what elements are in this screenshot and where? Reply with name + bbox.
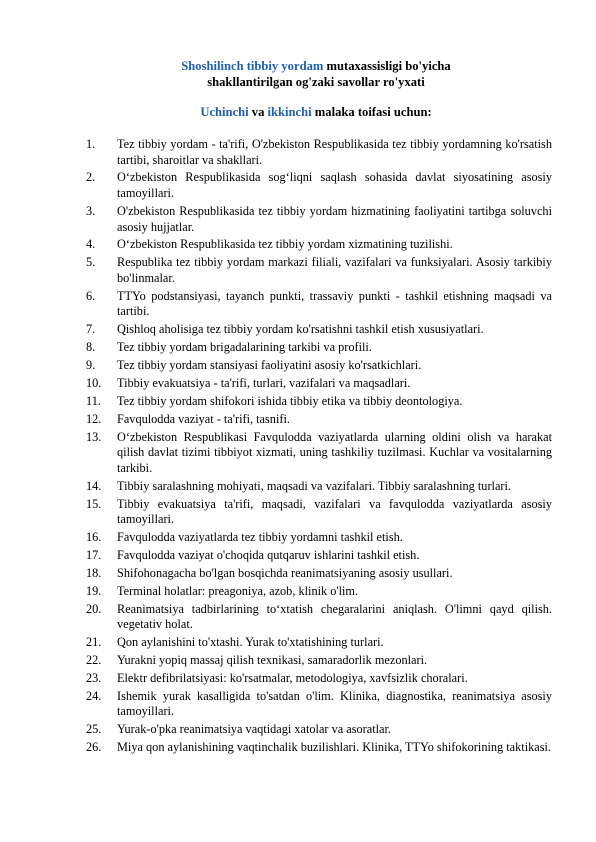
question-text: TTYo podstansiyasi, tayanch punkti, trassaviy punkti - tashkil etishning maqsadi va tartibi.: [117, 288, 552, 319]
question-number: 17.: [86, 548, 102, 562]
question-list: [86, 137, 552, 756]
question-item: [86, 322, 552, 338]
document-title: [80, 58, 552, 74]
question-item: [86, 635, 552, 651]
question-item: [86, 255, 552, 286]
question-number: 25.: [86, 722, 102, 737]
question-number: 10.: [86, 375, 102, 390]
question-text: O‘zbekiston Respublikasi Favqulodda vaziyatlarda ularning oldini olish va harakat qilish davlat tizimi tibbiyot xizmati, uning tashkiliy tuzilmasi. Kuchlar va vositalarning tarkibi.: [117, 429, 552, 475]
question-item: [86, 430, 552, 477]
subtitle-connector: va: [248, 105, 268, 119]
subtitle-highlight-2: ikkinchi: [267, 105, 312, 119]
question-text: Elektr defibrilatsiyasi: ko'rsatmalar, metodologiya, xavfsizlik choralari.: [117, 670, 468, 685]
question-number: 4.: [86, 237, 96, 252]
question-item: [86, 584, 552, 600]
question-item: [86, 394, 552, 410]
question-item: [86, 289, 552, 320]
question-item: [86, 358, 552, 374]
question-item: [86, 340, 552, 356]
question-number: 22.: [86, 653, 102, 668]
question-item: [86, 671, 552, 687]
question-item: [86, 137, 552, 168]
question-item: [86, 602, 552, 633]
question-number: 16.: [86, 530, 102, 545]
document-title-line2: shakllantirilgan og'zaki savollar ro'yxati: [207, 75, 425, 89]
question-number: 9.: [86, 358, 96, 373]
question-number: 20.: [86, 601, 102, 616]
document-subtitle: [80, 104, 552, 120]
question-text: Tez tibbiy yordam stansiyasi faoliyatini asosiy ko'rsatkichlari.: [117, 358, 422, 373]
question-number: 2.: [86, 170, 96, 185]
question-text: O‘zbekiston Respublikasida tez tibbiy yordam xizmatining tuzilishi.: [117, 237, 453, 252]
question-item: [86, 237, 552, 253]
question-text: Tez tibbiy yordam shifokori ishida tibbiy etika va tibbiy deontologiya.: [117, 393, 463, 408]
question-number: 8.: [86, 340, 96, 355]
question-number: 14.: [86, 478, 102, 493]
question-item: [86, 653, 552, 669]
question-item: [86, 740, 552, 756]
question-item: [86, 204, 552, 235]
question-text: O‘zbekiston Respublikasida sog‘liqni saqlash sohasida davlat siyosatining asosiy tamoyillari.: [117, 170, 552, 201]
question-number: 5.: [86, 255, 96, 270]
question-item: [86, 689, 552, 720]
question-text: Tez tibbiy yordam brigadalarining tarkibi va profili.: [117, 340, 372, 355]
question-item: [86, 722, 552, 738]
question-text: Tez tibbiy yordam - ta'rifi, O'zbekiston Respublikasida tez tibbiy yordamning ko'rsatish tartibi, sharoitlar va shakllari.: [117, 137, 552, 167]
title-highlight: Shoshilinch tibbiy yordam: [181, 59, 324, 73]
question-text: Respublika tez tibbiy yordam markazi filiali, vazifalari va funksiyalari. Asosiy tarkibiy bo'linmalar.: [117, 255, 552, 285]
question-item: [86, 530, 552, 546]
question-text: Tibbiy evakuatsiya ta'rifi, maqsadi, vazifalari va favqulodda vaziyatlarda asosiy tamoyillari.: [117, 496, 552, 527]
question-text: Favqulodda vaziyat - ta'rifi, tasnifi.: [117, 411, 290, 426]
question-text: Shifohonagacha bo'lgan bosqichda reanimatsiyaning asosiy usullari.: [117, 565, 453, 580]
question-text: Yurakni yopiq massaj qilish texnikasi, samaradorlik mezonlari.: [117, 653, 428, 668]
question-number: 6.: [86, 288, 96, 303]
question-text: Tibbiy evakuatsiya - ta'rifi, turlari, vazifalari va maqsadlari.: [117, 375, 411, 390]
question-item: [86, 479, 552, 495]
question-number: 11.: [86, 393, 101, 408]
question-item: [86, 376, 552, 392]
question-text: Favqulodda vaziyatlarda tez tibbiy yordamni tashkil etish.: [117, 530, 403, 545]
question-text: Qishloq aholisiga tez tibbiy yordam ko'rsatishni tashkil etish xususiyatlari.: [117, 322, 484, 337]
question-text: Miya qon aylanishining vaqtinchalik buzilishlari. Klinika, TTYo shifokorining taktikasi.: [117, 740, 551, 755]
question-item: [86, 548, 552, 564]
subtitle-rest: malaka toifasi uchun:: [311, 105, 432, 119]
question-number: 26.: [86, 740, 102, 755]
question-number: 12.: [86, 411, 102, 426]
question-number: 3.: [86, 203, 96, 218]
question-text: Ishemik yurak kasalligida to'satdan o'lim. Klinika, diagnostika, reanimatsiya asosiy tamoyillari.: [117, 688, 552, 719]
question-text: Terminal holatlar: preagoniya, azob, klinik o'lim.: [117, 583, 359, 598]
question-text: Tibbiy saralashning mohiyati, maqsadi va vazifalari. Tibbiy saralashning turlari.: [117, 478, 512, 493]
question-item: [86, 566, 552, 582]
question-text: Reanimatsiya tadbirlarining to‘xtatish chegaralarini aniqlash. O'limni qayd qilish. vegetativ holat.: [117, 601, 552, 632]
question-number: 15.: [86, 496, 102, 511]
question-number: 13.: [86, 429, 102, 444]
question-number: 18.: [86, 565, 102, 580]
question-item: [86, 170, 552, 201]
question-text: O'zbekiston Respublikasida tez tibbiy yordam hizmatining faoliyatini tartibga soluvchi asosiy hujjatlar.: [117, 203, 552, 234]
question-number: 7.: [86, 322, 96, 337]
question-item: [86, 497, 552, 528]
question-number: 19.: [86, 583, 102, 598]
question-text: Favqulodda vaziyat o'choqida qutqaruv ishlarini tashkil etish.: [117, 548, 420, 562]
subtitle-highlight-1: Uchinchi: [200, 105, 249, 119]
question-text: Yurak-o'pka reanimatsiya vaqtidagi xatolar va asoratlar.: [117, 722, 392, 737]
question-number: 21.: [86, 635, 102, 650]
question-number: 24.: [86, 688, 102, 703]
title-rest: mutaxassisligi bo'yicha: [323, 59, 451, 73]
question-number: 23.: [86, 670, 102, 685]
question-text: Qon aylanishini to'xtashi. Yurak to'xtatishining turlari.: [117, 635, 384, 650]
question-number: 1.: [86, 137, 96, 151]
question-item: [86, 412, 552, 428]
